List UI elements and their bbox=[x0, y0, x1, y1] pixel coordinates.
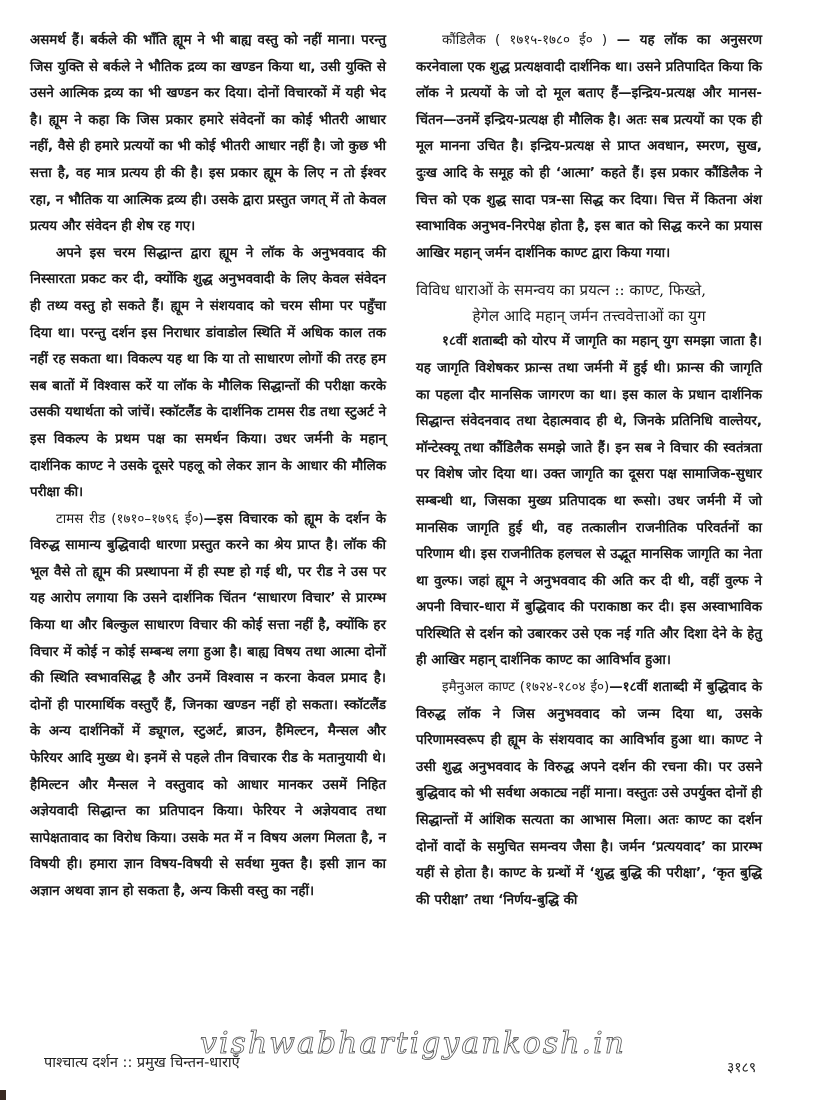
scan-edge-mark bbox=[0, 1090, 6, 1100]
kant-lead: इमैनुअल काण्ट (१७२४-१८०४ ई०) bbox=[442, 680, 610, 696]
paragraph-thomas-reid bbox=[30, 507, 386, 906]
condillac-lead: कौंडिलैक ( १७१५-१७८० ई० ) bbox=[442, 33, 608, 48]
paragraph-hume-conclusion: असमर्थ हैं। बर्कले की भाँति ह्यूम ने भी बाह्य वस्तु को नहीं माना। परन्तु जिस युक्ति से बर्कले ने भौतिक द्रव्य का खण्डन किया था, उसी युक्ति से उसने आत्मिक द्रव्य का भी खण्डन कर दिया। दोनों विचारकों में यही भेद है। ह्यूम ने कहा कि जिस प्रकार हमारे संवेदनों का कोई भीतरी आधार नहीं, वैसे ही हमारे प्रत्ययों का भी कोई भीतरी आधार नहीं है। जो कुछ भी सत्ता है, वह मात्र प्रत्यय ही की है। इस प्रकार ह्यूम के लिए न तो ईश्वर रहा, न भौतिक या आत्मिक द्रव्य ही। उसके द्वारा प्रस्तुत जगत् में तो केवल प्रत्यय और संवेदन ही शेष रह गए। bbox=[30, 33, 386, 235]
left-column bbox=[30, 28, 386, 906]
running-title: पाश्चात्य दर्शन :: प्रमुख चिन्तन-धाराएँ bbox=[44, 1055, 240, 1071]
right-column bbox=[416, 28, 762, 914]
kant-body: —१८वीं शताब्दी में बुद्धिवाद के विरुद्ध लॉक ने जिस अनुभववाद को जन्म दिया था, उसके परिणामस्वरूप ही ह्यूम के संशयवाद का आविर्भाव हुआ था। काण्ट ने उसी शुद्ध अनुभववाद के विरुद्ध अपने दर्शन की रचना की। पर उसने बुद्धिवाद को भी सर्वथा अकाट्य नहीं माना। वस्तुतः उसे उपर्युक्त दोनों ही सिद्धान्तों में आंशिक सत्यता का आभास मिला। अतः काण्ट का दर्शन दोनों वादों के समुचित समन्वय जैसा है। जर्मन ‘प्रत्ययवाद’ का प्रारम्भ यहीं से होता है। काण्ट के ग्रन्थों में ‘शुद्ध बुद्धि की परीक्षा’, ‘कृत बुद्धि की परीक्षा’ तथा ‘निर्णय-बुद्धि की bbox=[416, 680, 762, 908]
site-watermark: vishwabhartigyankosh.in bbox=[200, 1026, 626, 1061]
section-heading-line-1: विविध धाराओं के समन्वय का प्रयत्न :: काण्ट, फिख्ते, bbox=[416, 281, 706, 300]
section-heading-line-2: हेगेल आदि महान् जर्मन तत्त्ववेत्ताओं का युग bbox=[472, 307, 706, 326]
condillac-body: — यह लॉक का अनुसरण करनेवाला एक शुद्ध प्रत्यक्षवादी दार्शनिक था। उसने प्रतिपादित किया कि लॉक ने प्रत्ययों के जो दो मूल बताए हैं—इन्द्रिय-प्रत्यक्ष और मानस-चिंतन—उनमें इन्द्रिय-प्रत्यक्ष ही मौलिक है। अतः सब प्रत्ययों का एक ही मूल मानना उचित है। इन्द्रिय-प्रत्यक्ष से प्राप्त अवधान, स्मरण, सुख, दुःख आदि के समूह को ही ‘आत्मा’ कहते हैं। इस प्रकार कौंडिलैक ने चित्त को एक शुद्ध सादा पत्र-सा सिद्ध कर दिया। चित्त में कितना अंश स्वाभाविक अनुभव-निरपेक्ष होता है, इस बात को सिद्ध करने का प्रयास आखिर महान् जर्मन दार्शनिक काण्ट द्वारा किया गया। bbox=[416, 33, 762, 261]
paragraph-hume-skepticism: अपने इस चरम सिद्धान्त द्वारा ह्यूम ने लॉक के अनुभववाद की निस्सारता प्रकट कर दी, क्योंकि शुद्ध अनुभववादी के लिए केवल संवेदन ही तथ्य वस्तु हो सकते हैं। ह्यूम ने संशयवाद को चरम सीमा पर पहुँचा दिया था। परन्तु दर्शन इस निराधार डांवाडोल स्थिति में अधिक काल तक नहीं रह सकता था। विकल्प यह था कि या तो साधारण लोगों की तरह हम सब बातों में विश्वास करें या लॉक के मौलिक सिद्धान्तों की परीक्षा करके उसकी यथार्थता को जांचें। स्कॉटलैंड के दार्शनिक टामस रीड तथा स्टुअर्ट ने इस विकल्प के प्रथम पक्ष का समर्थन किया। उधर जर्मनी के महान् दार्शनिक काण्ट ने उसके दूसरे पहलू को लेकर ज्ञान के आधार की मौलिक परीक्षा की। bbox=[30, 245, 386, 501]
paragraph-condillac bbox=[416, 28, 762, 267]
section-heading bbox=[416, 277, 762, 329]
paragraph-immanuel-kant bbox=[416, 675, 762, 914]
paragraph-18th-century-awakening: १८वीं शताब्दी को योरप में जागृति का महान् युग समझा जाता है। यह जागृति विशेषकर फ्रान्स तथा जर्मनी में हुई थी। फ्रान्स की जागृति का पहला दौर मानसिक जागरण का था। इस काल के प्रधान दार्शनिक सिद्धान्त संवेदनवाद तथा देहात्मवाद ही थे, जिनके प्रतिनिधि वाल्तेयर, मॉन्टेस्क्यू तथा कौंडिलैक समझे जाते हैं। इन सब ने विचार की स्वतंत्रता पर विशेष जोर दिया था। उक्त जागृति का दूसरा पक्ष सामाजिक-सुधार सम्बन्धी था, जिसका मुख्य प्रतिपादक था रूसो। उधर जर्मनी में जो मानसिक जागृति हुई थी, वह तत्कालीन राजनीतिक परिवर्तनों का परिणाम थी। इस राजनीतिक हलचल से उद्भूत मानसिक जागृति का नेता था वुल्फ। जहां ह्यूम ने अनुभववाद की अति कर दी थी, वहीं वुल्फ ने अपनी विचार-धारा में बुद्धिवाद की पराकाष्ठा कर दी। इस अस्वाभाविक परिस्थिति से दर्शन को उबारकर उसे एक नई गति और दिशा देने के हेतु ही आखिर महान् दार्शनिक काण्ट का आविर्भाव हुआ। bbox=[416, 334, 762, 669]
thomas-reid-lead: टामस रीड (१७१०–१७९६ ई०) bbox=[56, 511, 204, 527]
page-number: ३१८९ bbox=[727, 1060, 757, 1076]
thomas-reid-body: —इस विचारक को ह्यूम के दर्शन के विरुद्ध सामान्य बुद्धिवादी धारणा प्रस्तुत करने का श्रेय प्राप्त है। लॉक की भूल वैसे तो ह्यूम की प्रस्थापना में ही स्पष्ट हो गई थी, पर रीड ने उस पर यह आरोप लगाया कि उसने दार्शनिक चिंतन ‘साधारण विचार’ से प्रारम्भ किया था और बिल्कुल साधारण विचार की कोई सत्ता नहीं है, क्योंकि हर विचार में कोई न कोई सम्बन्ध लगा हुआ है। बाह्य विषय तथा आत्मा दोनों की स्थिति स्वभावसिद्ध है और उनमें विश्वास न करना केवल प्रमाद है। दोनों ही पारमार्थिक वस्तुएँ हैं, जिनका खण्डन नहीं हो सकता। स्कॉटलैंड के अन्य दार्शनिकों में ड्यूगल, स्टुअर्ट, ब्राउन, हैमिल्टन, मैन्सल और फेरियर आदि मुख्य थे। इनमें से पहले तीन विचारक रीड के मतानुयायी थे। हैमिल्टन और मैन्सल ने वस्तुवाद को आधार मानकर उसमें निहित अज्ञेयवादी सिद्धान्त का प्रतिपादन किया। फेरियर ने अज्ञेयवाद तथा सापेक्षतावाद का विरोध किया। उसके मत में न विषय अलग मिलता है, न विषयी ही। हमारा ज्ञान विषय-विषयी से सर्वथा मुक्त है। इसी ज्ञान का अज्ञान अथवा ज्ञान हो सकता है, अन्य किसी वस्तु का नहीं। bbox=[30, 511, 386, 899]
